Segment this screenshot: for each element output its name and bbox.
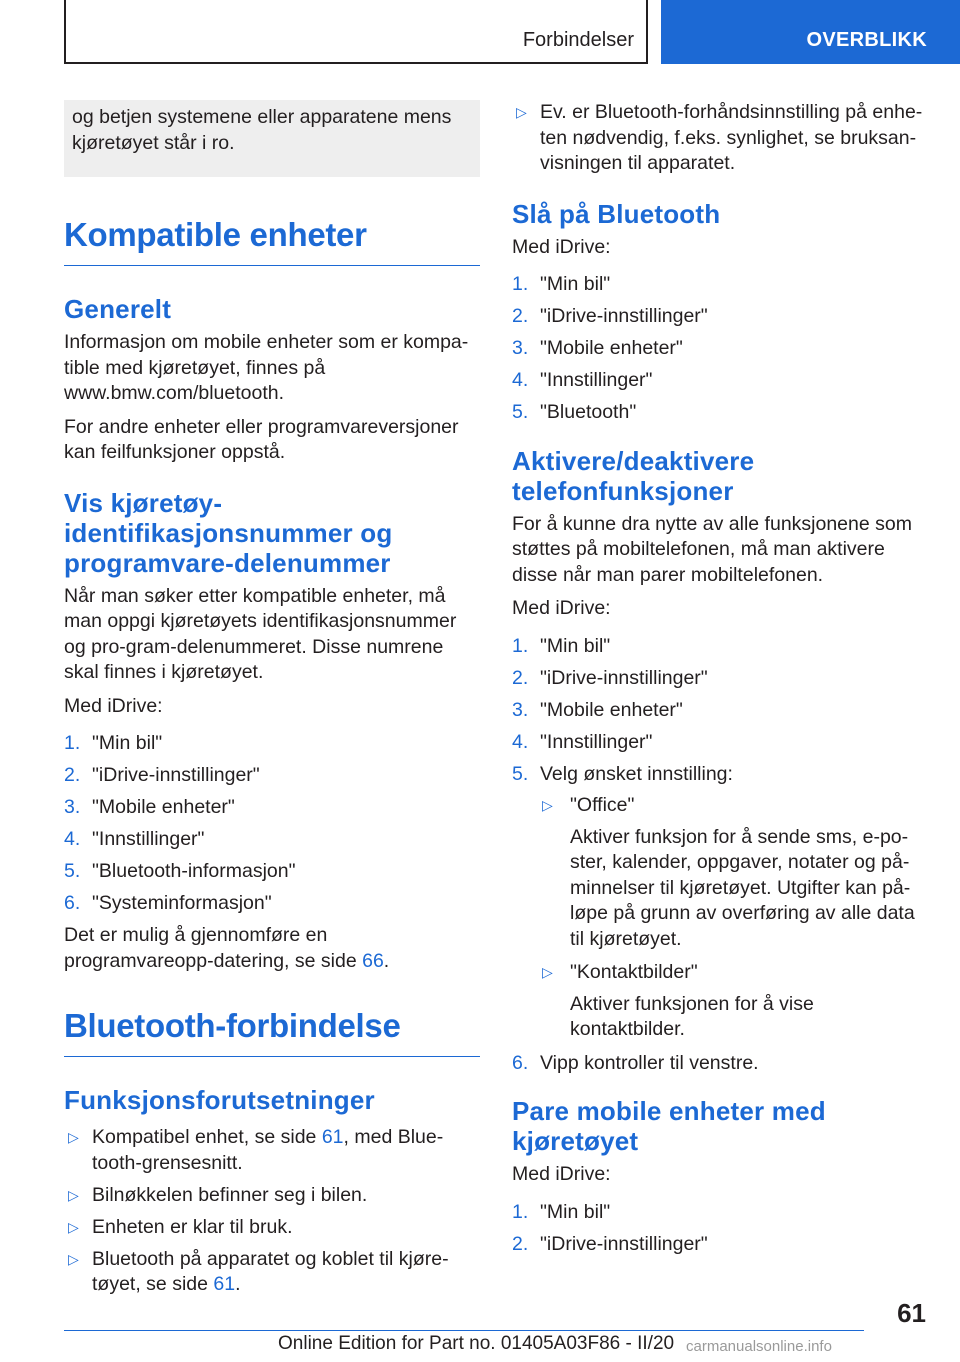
req-text: Bilnøkkelen befinner seg i bilen. <box>92 1183 368 1206</box>
header-section-box <box>64 0 648 64</box>
left-column <box>64 100 480 1304</box>
list-item <box>64 1247 480 1298</box>
list-item <box>512 304 928 330</box>
req-text-end: , med Blue-tooth-grensesnitt. <box>92 1126 444 1174</box>
step-text: "Innstillinger" <box>540 730 653 753</box>
list-item <box>512 272 928 298</box>
step-text: "iDrive-innstillinger" <box>540 305 708 327</box>
phone-with-idrive: Med iDrive: <box>512 597 611 619</box>
general-paragraph-2: For andre enheter eller programvareversjoner kan feilfunksjoner oppstå. <box>64 415 459 463</box>
list-item <box>64 827 480 853</box>
list-item <box>512 400 928 426</box>
list-item <box>512 368 928 394</box>
step-text: "iDrive-innstillinger" <box>92 764 260 786</box>
page-number: 61 <box>897 1298 926 1328</box>
step-number: 3. <box>512 698 529 721</box>
step-text: "Innstillinger" <box>540 369 653 391</box>
list-item <box>64 1125 480 1176</box>
step-text: "iDrive-innstillinger" <box>540 1232 708 1255</box>
general-paragraph-1: Informasjon om mobile enheter som er kompa-tible med kjøretøyet, finnes på www.bmw.com/bluetooth. <box>64 331 469 404</box>
list-item <box>512 698 928 724</box>
list-item <box>64 859 480 885</box>
step-text: "Min bil" <box>92 732 163 754</box>
step-text: "Mobile enheter" <box>540 337 683 359</box>
step-number: 6. <box>64 892 81 914</box>
vin-paragraph: Når man søker etter kompatible enheter, må man oppgi kjøretøyets identifikasjonsnummer og pro-gram-delenummeret. Disse numrene skal finnes i kjøretøyet. <box>64 584 457 683</box>
step-number: 2. <box>64 764 81 786</box>
footer-edition: Online Edition for Part no. 01405A03F86 - II/20 <box>278 1333 675 1354</box>
triangle-bullet-icon: ▷ <box>516 104 527 120</box>
step-number: 2. <box>512 1232 529 1255</box>
list-item <box>64 763 480 789</box>
list-item <box>512 666 928 692</box>
note-box: og betjen systemene eller apparatene mens kjøretøyet står i ro. <box>64 100 480 177</box>
list-item <box>512 762 928 1043</box>
footer-divider <box>64 1330 864 1331</box>
req-text: Ev. er Bluetooth-forhåndsinnstilling på enhe-ten nødvendig, f.eks. synlighet, se bruksan-visningen til apparatet. <box>540 101 923 174</box>
step-text: "Mobile enheter" <box>92 796 235 818</box>
step-number: 2. <box>512 305 529 327</box>
right-column <box>512 100 928 1264</box>
list-item <box>540 960 928 1043</box>
list-item <box>540 793 928 952</box>
step-text: "Bluetooth-informasjon" <box>92 860 296 882</box>
step-number: 4. <box>512 730 529 753</box>
on-with-idrive: Med iDrive: <box>512 235 611 258</box>
step-text: "Min bil" <box>540 1200 611 1223</box>
list-item <box>512 1051 928 1077</box>
list-item <box>512 100 928 177</box>
heading-general: Generelt <box>64 294 172 324</box>
update-text-end: . <box>383 949 390 972</box>
pair-with-idrive: Med iDrive: <box>512 1163 611 1185</box>
list-item <box>64 731 480 757</box>
footer-watermark: carmanualsonline.info <box>686 1338 832 1355</box>
step-text: "Mobile enheter" <box>540 698 683 721</box>
step-text: "Systeminformasjon" <box>92 892 272 914</box>
page-header <box>0 0 960 66</box>
list-item <box>512 730 928 756</box>
step-number: 3. <box>512 337 529 359</box>
step-text: "Min bil" <box>540 634 611 657</box>
option-label: "Kontaktbilder" <box>570 961 698 983</box>
triangle-bullet-icon: ▷ <box>68 1129 79 1145</box>
step-number: 1. <box>64 732 81 754</box>
step-text: "iDrive-innstillinger" <box>540 666 708 689</box>
setting-options-list <box>540 793 928 1043</box>
heading-compatible-devices: Kompatible enheter <box>64 215 480 266</box>
update-text: Det er mulig å gjennomføre en programvareopp-datering, se side <box>64 924 363 972</box>
page-link-61[interactable]: 61 <box>213 1273 236 1295</box>
step-number: 4. <box>64 828 81 850</box>
header-tab-overview[interactable]: OVERBLIKK <box>661 0 960 64</box>
page-link-61[interactable]: 61 <box>321 1126 344 1148</box>
heading-vin-software: Vis kjøretøy-identifikasjonsnummer og programvare-delenummer <box>64 487 393 578</box>
step-number: 3. <box>64 796 81 818</box>
step-text: "Innstillinger" <box>92 828 205 850</box>
list-item <box>512 1200 928 1226</box>
software-update-paragraph <box>64 923 480 974</box>
pair-steps-list <box>512 1200 928 1258</box>
list-item <box>64 891 480 917</box>
triangle-bullet-icon: ▷ <box>68 1186 79 1203</box>
req-text: Bluetooth på apparatet og koblet til kjøre-tøyet, se side <box>92 1247 449 1295</box>
triangle-bullet-icon: ▷ <box>68 1250 79 1267</box>
option-label: "Office" <box>570 794 635 816</box>
list-item <box>512 634 928 660</box>
requirements-list-continued <box>512 100 928 177</box>
list-item <box>64 795 480 821</box>
step-text: Velg ønsket innstilling: <box>540 762 733 785</box>
heading-bluetooth-connection: Bluetooth-forbindelse <box>64 1006 480 1057</box>
page-link-66[interactable]: 66 <box>362 949 384 972</box>
step-number: 5. <box>512 762 529 785</box>
heading-requirements: Funksjonsforutsetninger <box>64 1085 375 1115</box>
req-text-end: . <box>235 1273 241 1295</box>
phone-paragraph: For å kunne dra nytte av alle funksjonene som støttes på mobiltelefonen, må man aktivere disse når man parer mobiltelefonen. <box>512 512 912 586</box>
vin-steps-list <box>64 731 480 917</box>
list-item <box>512 1232 928 1258</box>
step-number: 2. <box>512 666 529 689</box>
option-description: Aktiver funksjonen for å vise kontaktbilder. <box>570 992 814 1040</box>
heading-turn-on-bluetooth: Slå på Bluetooth <box>512 198 721 229</box>
list-item <box>512 336 928 362</box>
heading-phone-functions: Aktivere/deaktivere telefonfunksjoner <box>512 445 755 506</box>
step-number: 6. <box>512 1051 529 1074</box>
req-text: Enheten er klar til bruk. <box>92 1215 293 1238</box>
list-item <box>64 1183 480 1209</box>
header-section-title: Forbindelser <box>522 29 634 51</box>
vin-with-idrive: Med iDrive: <box>64 694 163 717</box>
step-number: 4. <box>512 369 529 391</box>
req-text: Kompatibel enhet, se side <box>92 1126 322 1148</box>
step-number: 1. <box>512 1200 529 1223</box>
option-description: Aktiver funksjon for å sende sms, e-po-ster, kalender, oppgaver, notater og på-minnelser til kjøretøyet. Utgifter kan på-løpe på grunn av overføring av alle data til kjøretøyet. <box>570 825 915 950</box>
step-text: "Bluetooth" <box>540 401 637 423</box>
bluetooth-steps-list <box>512 272 928 426</box>
step-number: 5. <box>512 401 529 423</box>
requirements-list <box>64 1125 480 1298</box>
step-number: 1. <box>512 273 529 295</box>
step-text: Vipp kontroller til venstre. <box>540 1051 759 1074</box>
heading-pair-devices: Pare mobile enheter med kjøretøyet <box>512 1096 826 1156</box>
triangle-bullet-icon: ▷ <box>68 1218 79 1235</box>
triangle-bullet-icon: ▷ <box>542 964 553 980</box>
triangle-bullet-icon: ▷ <box>542 797 553 813</box>
step-number: 5. <box>64 860 81 882</box>
phone-steps-list <box>512 634 928 1077</box>
step-number: 1. <box>512 634 529 657</box>
list-item <box>64 1215 480 1241</box>
step-text: "Min bil" <box>540 273 611 295</box>
